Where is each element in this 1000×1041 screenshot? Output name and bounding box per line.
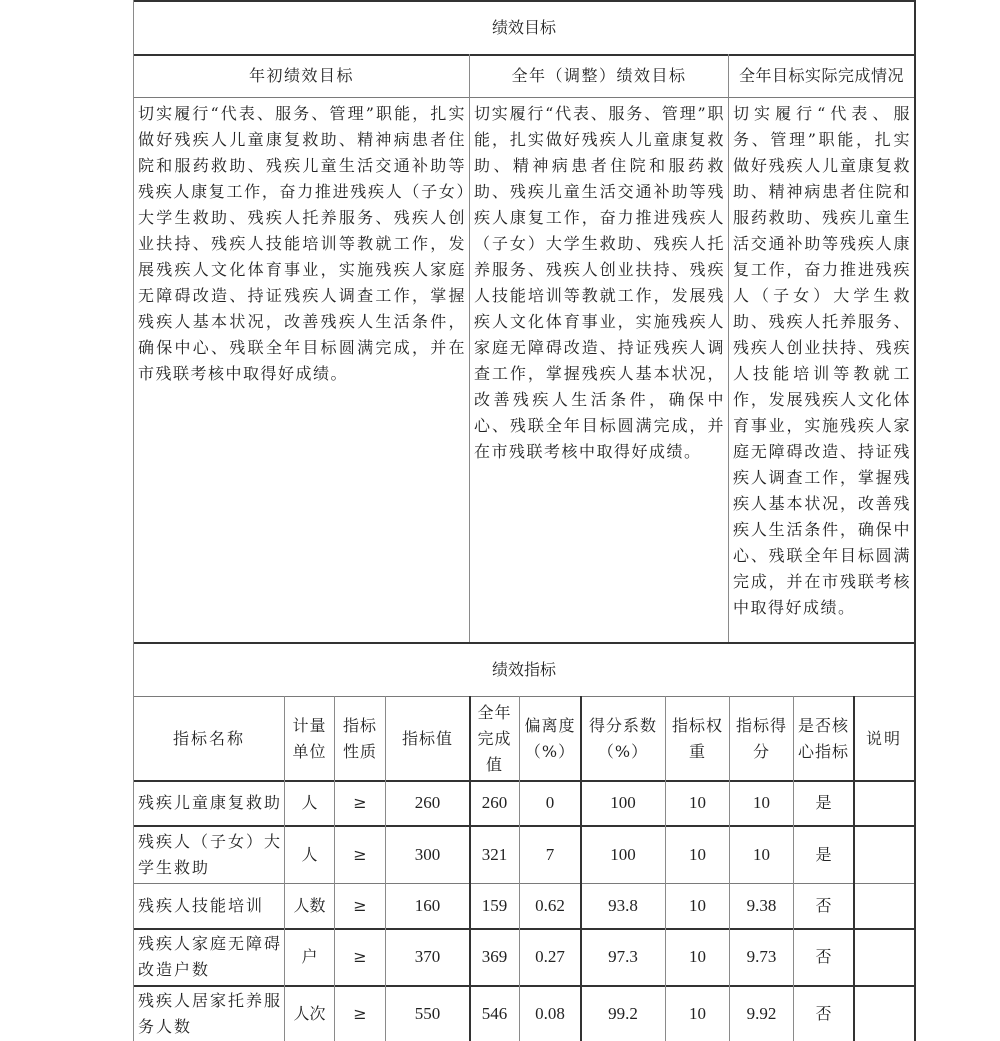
- cell-unit: 人: [301, 844, 318, 864]
- col-header-unit-line1: 计量: [292, 715, 327, 735]
- grid-line-vertical: [469, 54, 470, 642]
- goals-section-title: 绩效目标: [491, 17, 556, 37]
- cell-note: [854, 826, 914, 883]
- col-header-deviation-line1: 偏离度: [524, 715, 576, 735]
- cell-coef: 93.8: [608, 896, 638, 915]
- col-header-coefficient-line1: 得分系数: [588, 715, 657, 735]
- actual-completion-text: 切实履行“代表、服务、管理”职能，扎实做好残疾人儿童康复救助、精神病患者住院和服药救助、残疾儿童生活交通补助等残疾人康复工作，奋力推进残疾人（子女）大学生救助、残疾人托养服务、残疾人创业扶持、残疾人技能培训等教就工作，发展残疾人文化体育事业，实施残疾人家庭无障碍改造、持证残疾人调查工作，掌握残疾人基本状况，改善残疾人生活条件，确保中心、残联全年目标圆满完成，并在市残联考核中取得好成绩。: [733, 104, 911, 617]
- col-header-target: 指标值: [401, 728, 453, 748]
- grid-line-vertical: [665, 696, 666, 1041]
- col-header-score-line2: 分: [752, 741, 770, 761]
- col-header-note: 说明: [865, 728, 902, 748]
- col-header-unit-line2: 单位: [292, 741, 327, 761]
- cell-score: 9.92: [746, 1003, 777, 1023]
- cell-actual: 321: [481, 844, 508, 864]
- header-initial-goal: 年初绩效目标: [248, 66, 354, 85]
- grid-line-vertical: [580, 696, 582, 1041]
- grid-line-vertical: [914, 0, 916, 1041]
- col-header-name: 指标名称: [172, 728, 245, 748]
- cell-core: 否: [815, 947, 832, 966]
- grid-line-vertical: [519, 696, 520, 1041]
- cell-actual: 369: [481, 947, 508, 966]
- grid-line-vertical: [334, 696, 335, 1041]
- cell-weight: 10: [689, 1003, 706, 1023]
- cell-target: 260: [414, 793, 441, 812]
- grid-line-vertical: [385, 696, 386, 1041]
- cell-weight: 10: [689, 947, 706, 966]
- grid-line-vertical: [284, 696, 285, 1041]
- cell-nature: ≥: [353, 1003, 367, 1023]
- cell-target: 550: [414, 1003, 441, 1023]
- cell-unit: 户: [301, 947, 318, 966]
- cell-actual: 159: [481, 896, 508, 915]
- col-header-actual: [470, 697, 519, 780]
- col-header-coefficient-line2: （%）: [597, 741, 649, 761]
- cell-target: 300: [414, 844, 441, 864]
- col-header-actual-line1: 全年: [477, 702, 512, 722]
- cell-nature: ≥: [353, 793, 367, 812]
- col-header-core: [794, 697, 853, 780]
- cell-note: [854, 986, 914, 1041]
- cell-coef: 100: [610, 844, 636, 864]
- col-header-actual-line2: 完成: [477, 728, 512, 748]
- grid-line-horizontal: [133, 54, 915, 56]
- cell-nature: ≥: [353, 844, 367, 864]
- grid-line-horizontal: [133, 825, 915, 827]
- col-header-actual-line3: 值: [485, 754, 503, 774]
- cell-deviation: 0.27: [535, 947, 565, 966]
- cell-name: 残疾人居家托养服务人数: [138, 990, 283, 1036]
- header-actual-completion: 全年目标实际完成情况: [738, 66, 904, 85]
- cell-note: [854, 884, 914, 928]
- grid-line-horizontal: [133, 0, 915, 2]
- indicators-section-title: 绩效指标: [491, 659, 556, 679]
- col-header-core-line2: 心指标: [797, 741, 849, 761]
- col-header-nature-line1: 指标: [342, 715, 377, 735]
- col-header-nature: [335, 697, 385, 780]
- cell-target: 370: [414, 947, 441, 966]
- col-header-core-line1: 是否核: [797, 715, 849, 735]
- cell-score: 10: [753, 793, 770, 812]
- cell-core: 否: [815, 896, 832, 915]
- cell-note: [854, 781, 914, 825]
- cell-actual: 260: [481, 793, 508, 812]
- grid-line-horizontal: [133, 642, 915, 644]
- cell-weight: 10: [689, 896, 706, 915]
- col-header-score-line1: 指标得: [735, 715, 787, 735]
- grid-line-horizontal: [133, 696, 915, 697]
- cell-deviation: 0: [545, 793, 555, 812]
- cell-coef: 100: [610, 793, 636, 812]
- cell-weight: 10: [689, 844, 706, 864]
- grid-line-horizontal: [133, 883, 915, 884]
- cell-deviation: 0.62: [535, 896, 565, 915]
- initial-goal-text: 切实履行“代表、服务、管理”职能，扎实做好残疾人儿童康复救助、精神病患者住院和服药救助、残疾儿童生活交通补助等残疾人康复工作，奋力推进残疾人（子女）大学生救助、残疾人托养服务、残疾人创业扶持、残疾人技能培训等教就工作，发展残疾人文化体育事业，实施残疾人家庭无障碍改造、持证残疾人调查工作，掌握残疾人基本状况，改善残疾人生活条件，确保中心、残联全年目标圆满完成，并在市残联考核中取得好成绩。: [138, 104, 466, 383]
- cell-name: 残疾人家庭无障碍改造户数: [138, 934, 283, 979]
- cell-core: 是: [815, 844, 832, 864]
- col-header-weight-line1: 指标权: [671, 715, 723, 735]
- cell-coef: 97.3: [608, 947, 638, 966]
- cell-core: 否: [815, 1003, 832, 1023]
- grid-line-vertical: [133, 0, 134, 1041]
- header-adjusted-goal: 全年（调整）绩效目标: [511, 66, 687, 85]
- grid-line-vertical: [728, 54, 729, 642]
- grid-line-vertical: [729, 696, 730, 1041]
- grid-line-horizontal: [133, 97, 915, 98]
- col-header-coefficient: [581, 697, 665, 780]
- grid-line-horizontal: [133, 985, 915, 987]
- cell-score: 10: [753, 844, 770, 864]
- cell-deviation: 7: [545, 844, 555, 864]
- col-header-weight: [666, 697, 729, 780]
- grid-line-horizontal: [133, 928, 915, 930]
- cell-name: 残疾人技能培训: [138, 896, 265, 915]
- cell-unit: 人数: [293, 896, 326, 915]
- cell-unit: 人次: [293, 1003, 326, 1023]
- adjusted-goal-text: 切实履行“代表、服务、管理”职能，扎实做好残疾人儿童康复救助、精神病患者住院和服药救助、残疾儿童生活交通补助等残疾人康复工作，奋力推进残疾人（子女）大学生救助、残疾人托养服务、残疾人创业扶持、残疾人技能培训等教就工作，发展残疾人文化体育事业，实施残疾人家庭无障碍改造、持证残疾人调查工作，掌握残疾人基本状况，改善残疾人生活条件，确保中心、残联全年目标圆满完成，并在市残联考核中取得好成绩。: [474, 104, 725, 461]
- cell-target: 160: [414, 896, 441, 915]
- cell-actual: 546: [481, 1003, 508, 1023]
- col-header-unit: [285, 697, 334, 780]
- cell-score: 9.38: [746, 896, 777, 915]
- cell-name: 残疾儿童康复救助: [138, 793, 283, 812]
- col-header-nature-line2: 性质: [342, 741, 377, 761]
- cell-coef: 99.2: [608, 1003, 638, 1023]
- grid-line-vertical: [793, 696, 794, 1041]
- cell-core: 是: [815, 793, 832, 812]
- cell-unit: 人: [301, 793, 318, 812]
- grid-line-vertical: [469, 696, 471, 1041]
- grid-line-vertical: [853, 696, 855, 1041]
- col-header-weight-line2: 重: [688, 741, 706, 761]
- cell-name: 残疾人（子女）大学生救助: [138, 831, 283, 877]
- col-header-score: [730, 697, 793, 780]
- grid-line-horizontal: [133, 780, 915, 782]
- col-header-deviation: [520, 697, 580, 780]
- cell-note: [854, 929, 914, 985]
- cell-nature: ≥: [353, 896, 367, 915]
- cell-deviation: 0.08: [535, 1003, 565, 1023]
- cell-score: 9.73: [746, 947, 777, 966]
- cell-nature: ≥: [353, 947, 367, 966]
- cell-weight: 10: [689, 793, 706, 812]
- col-header-deviation-line2: （%）: [524, 741, 576, 761]
